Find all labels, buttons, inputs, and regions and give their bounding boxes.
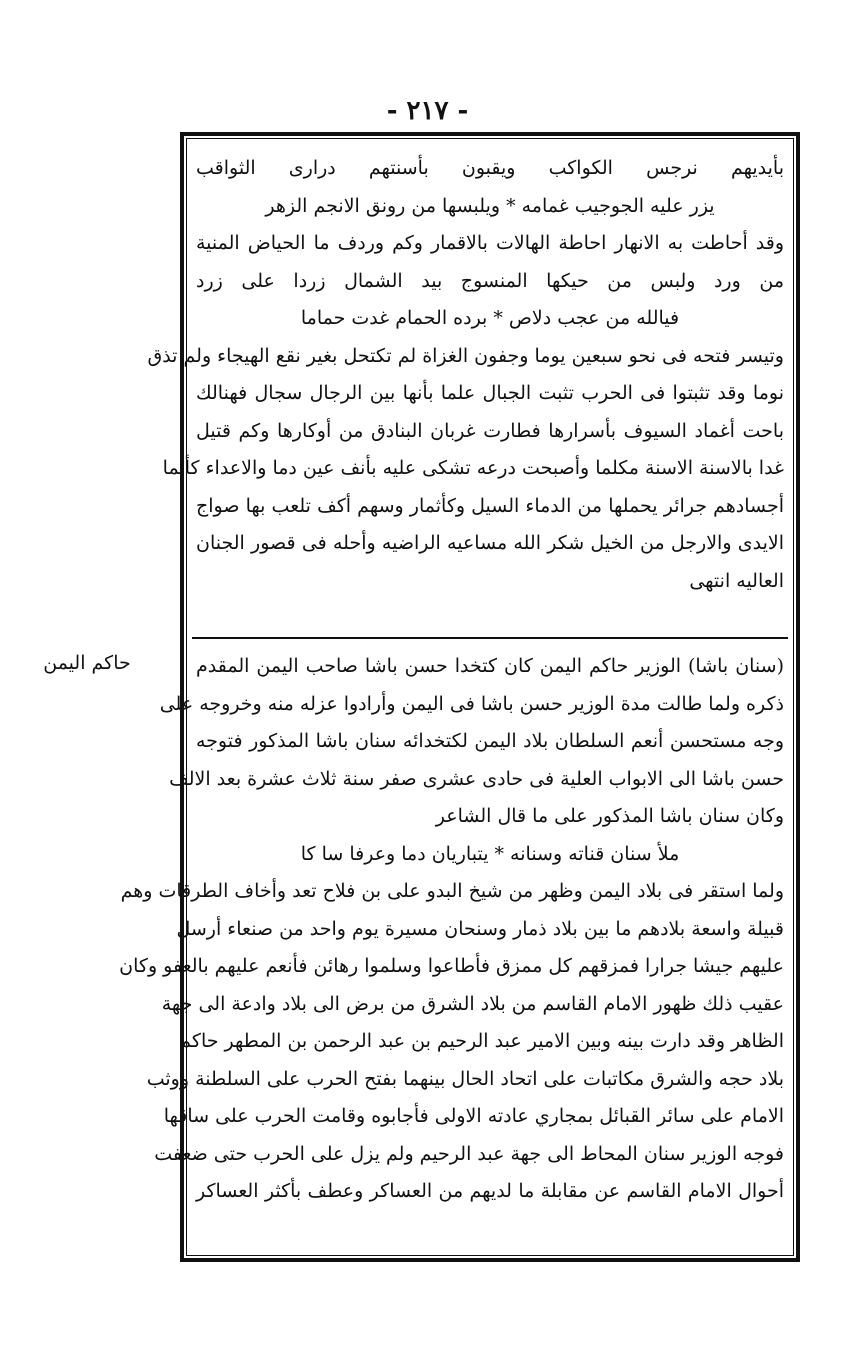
text-line: (سنان باشا) الوزير حاكم اليمن كان كتخدا حسن باشا صاحب اليمن المقدم <box>196 655 784 677</box>
text-line: الظاهر وقد دارت بينه وبين الامير عبد الرحيم بن عبد الرحمن بن المطهر حاكم <box>179 1030 784 1052</box>
text-line: نوما وقد تثبتوا فى الحرب تثبت الجبال علما بأنها بين الرجال سجال فهنالك <box>196 382 784 404</box>
verse-line: يزر عليه الجوجيب غمامه * ويلبسها من رونق الانجم الزهر <box>265 194 715 217</box>
text-line: من ورد ولبس من حيكها المنسوج بيد الشمال زردا على زرد <box>196 269 784 292</box>
margin-note: حاكم اليمن <box>43 652 131 674</box>
text-line: الايدى والارجل من الخيل شكر الله مساعيه الراضيه وأحله فى قصور الجنان <box>196 532 784 554</box>
text-line: غدا بالاسنة الاسنة مكلما وأصبحت درعه تشكى عليه بأنف عين دما والاعداء كأنما <box>162 457 784 479</box>
text-line: عليهم جيشا جرارا فمزقهم كل ممزق فأطاعوا وسلموا رهائن فأنعم عليهم بالعفو وكان <box>119 955 784 977</box>
section-one-text <box>147 150 784 600</box>
section-divider <box>192 637 788 639</box>
text-line: العاليه انتهى <box>689 569 784 592</box>
verse-line: فيالله من عجب دلاص * برده الحمام غدت حماما <box>300 307 680 329</box>
text-line: فوجه الوزير سنان المحاط الى جهة عبد الرحيم ولم يزل على الحرب حتى ضعفت <box>154 1142 784 1165</box>
text-line: أجسادهم جرائر يحملها من الدماء السيل وكأثمار وسهم أكف تلعب بها صواج <box>196 494 784 517</box>
text-line: وقد أحاطت به الانهار احاطة الهالات بالاقمار وكم وردف ما الحياض المنية <box>196 232 784 254</box>
text-line: وكان سنان باشا المذكور على ما قال الشاعر <box>435 805 784 827</box>
text-line: بأيديهم نرجس الكواكب ويقبون بأسنتهم درارى الثواقب <box>196 157 784 179</box>
text-line: عقيب ذلك ظهور الامام القاسم من بلاد الشرق من برض الى بلاد وادعة الى جهة <box>161 992 784 1015</box>
text-line: أحوال الامام القاسم عن مقابلة ما لديهم من العساكر وعطف بأكثر العساكر <box>196 1180 784 1202</box>
section-two-text <box>119 648 784 1211</box>
text-line: باحت أغماد السيوف بأسرارها فطارت غربان البنادق من أوكارها وكم قتيل <box>196 419 784 442</box>
text-line: ذكره ولما طالت مدة الوزير حسن باشا فى اليمن وأرادوا عزله منه وخروجه على <box>159 692 784 715</box>
text-line: قبيلة واسعة بلادهم ما بين بلاد ذمار وسنحان مسيرة يوم واحد من صنعاء أرسل <box>176 917 784 940</box>
page-number: - ٢١٧ - <box>386 96 469 126</box>
text-line: حسن باشا الى الابواب العلية فى حادى عشرى صفر سنة ثلاث عشرة بعد الالف <box>169 767 784 790</box>
text-line: الامام على سائر القبائل بمجاري عادته الاولى فأجابوه وقامت الحرب على ساقها <box>163 1105 784 1127</box>
text-line: وجه مستحسن أنعم السلطان بلاد اليمن لكتخدائه سنان باشا المذكور فتوجه <box>196 730 784 752</box>
verse-line: ملأ سنان قناته وسنانه * يتباريان دما وعرفا سا كا <box>300 842 680 865</box>
text-line: وتيسر فتحه فى نحو سبعين يوما وجفون الغزاة لم تكتحل بغير نقع الهيجاء ولم تذق <box>147 344 784 367</box>
text-line: ولما استقر فى بلاد اليمن وظهر من شيخ البدو على بن فلاح تعد وأخاف الطرقات وهم <box>120 880 784 902</box>
text-line: بلاد حجه والشرق مكاتبات على اتحاد الحال بينهما بفتح الحرب على السلطنة ووثب <box>146 1067 784 1090</box>
